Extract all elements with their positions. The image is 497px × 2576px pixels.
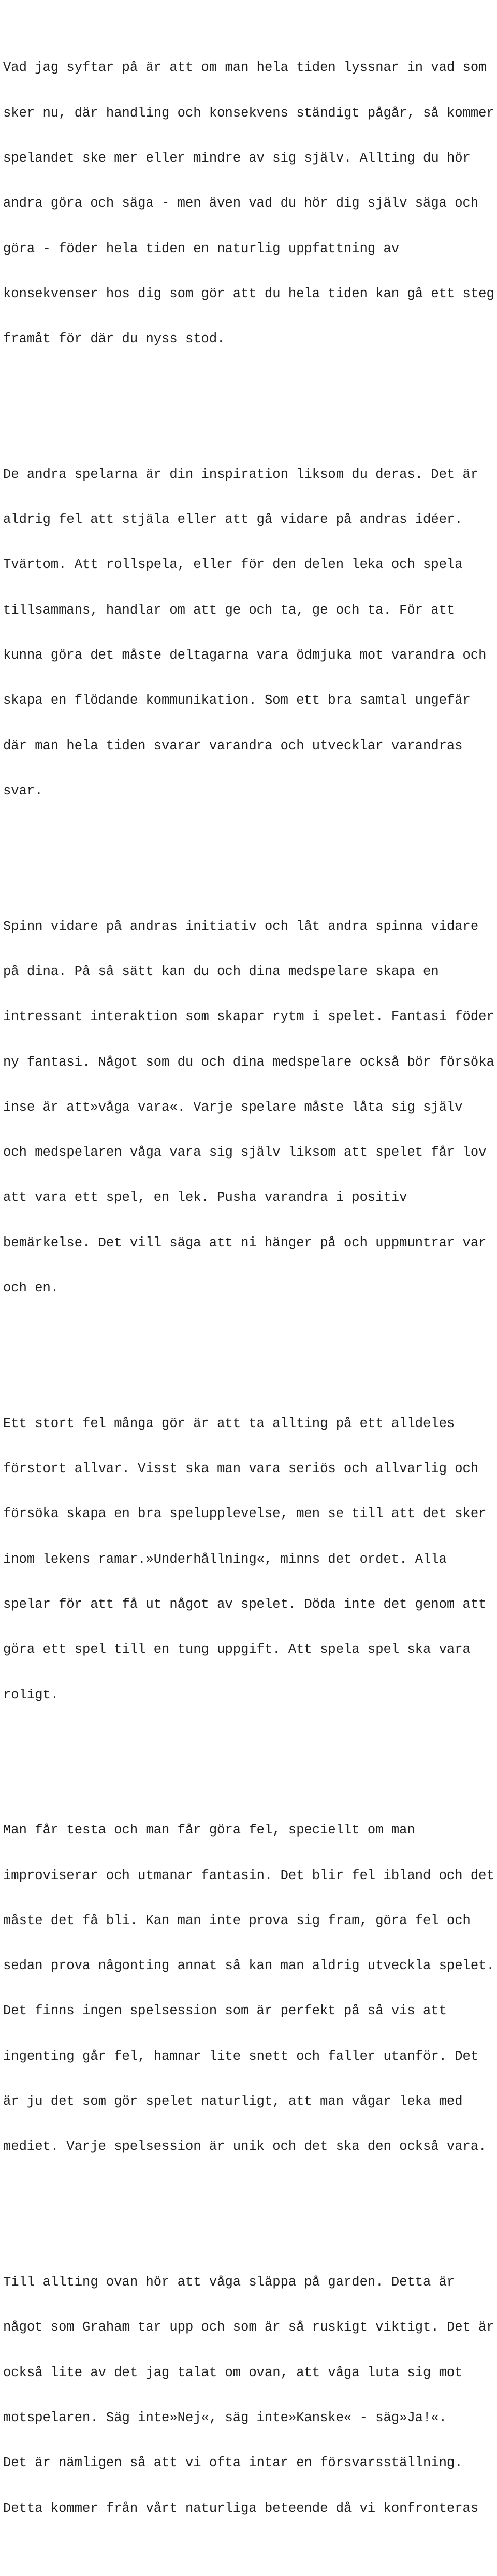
text-line: ny fantasi. Något som du och dina medspelare också bör försöka: [3, 1054, 494, 1070]
text-line: på dina. På så sätt kan du och dina medspelare skapa en: [3, 964, 439, 979]
text-line: Det finns ingen spelsession som är perfekt på så vis att: [3, 2003, 447, 2019]
paragraph-2: [3, 437, 497, 828]
paragraph-1: [3, 30, 497, 376]
text-line: förstort allvar. Visst ska man vara seriös och allvarlig och: [3, 1461, 479, 1477]
text-line: spelar för att få ut något av spelet. Döda inte det genom att: [3, 1596, 487, 1612]
text-line: framåt för där du nyss stod.: [3, 331, 225, 347]
text-line: också lite av det jag talat om ovan, att våga luta sig mot: [3, 2365, 463, 2380]
text-line: inom lekens ramar.»Underhållning«, minns det ordet. Alla: [3, 1551, 447, 1567]
text-line: försöka skapa en bra spelupplevelse, men se till att det sker: [3, 1506, 487, 1522]
text-line: ingenting går fel, hamnar lite snett och faller utanför. Det: [3, 2048, 479, 2064]
text-line: De andra spelarna är din inspiration liksom du deras. Det är: [3, 467, 479, 482]
text-line: och medspelaren våga vara sig själv liksom att spelet får lov: [3, 1145, 487, 1160]
text-line: andra göra och säga - men även vad du hör dig själv säga och: [3, 196, 479, 211]
text-line: inse är att»våga vara«. Varje spelare måste låta sig själv: [3, 1099, 463, 1115]
text-line: Till allting ovan hör att våga släppa på garden. Detta är: [3, 2275, 455, 2290]
text-line: där man hela tiden svarar varandra och utvecklar varandras: [3, 738, 463, 753]
text-line: Spinn vidare på andras initiativ och låt andra spinna vidare: [3, 919, 479, 934]
text-line: Det är nämligen så att vi ofta intar en försvarsställning.: [3, 2455, 463, 2471]
text-line: måste det få bli. Kan man inte prova sig fram, göra fel och: [3, 1913, 471, 1928]
paragraph-5: [3, 1793, 497, 2184]
text-line: sker nu, där handling och konsekvens ständigt pågår, så kommer: [3, 105, 494, 121]
text-line: och en.: [3, 1280, 59, 1296]
text-line: improviserar och utmanar fantasin. Det blir fel ibland och det: [3, 1868, 494, 1883]
text-line: roligt.: [3, 1687, 59, 1702]
text-line: svar.: [3, 783, 43, 798]
text-line: kunna göra det måste deltagarna vara ödmjuka mot varandra och: [3, 648, 487, 663]
text-line: Detta kommer från vårt naturliga beteende då vi konfronteras: [3, 2500, 479, 2516]
text-line: skapa en flödande kommunikation. Som ett bra samtal ungefär: [3, 693, 471, 708]
text-line: göra ett spel till en tung uppgift. Att spela spel ska vara: [3, 1642, 471, 1657]
text-line: göra - föder hela tiden en naturlig uppfattning av: [3, 241, 400, 256]
document-page: [3, 0, 497, 2576]
paragraph-6: [3, 2245, 497, 2546]
text-line: Vad jag syftar på är att om man hela tiden lyssnar in vad som: [3, 60, 487, 76]
text-line: Ett stort fel många gör är att ta allting på ett alldeles: [3, 1416, 455, 1431]
text-line: tillsammans, handlar om att ge och ta, ge och ta. För att: [3, 602, 455, 618]
text-line: motspelaren. Säg inte»Nej«, säg inte»Kanske« - säg»Ja!«.: [3, 2410, 447, 2425]
text-line: sedan prova någonting annat så kan man aldrig utveckla spelet.: [3, 1958, 494, 1974]
paragraph-4: [3, 1386, 497, 1733]
text-line: aldrig fel att stjäla eller att gå vidare på andras idéer.: [3, 512, 463, 528]
text-line: att vara ett spel, en lek. Pusha varandra i positiv: [3, 1190, 407, 1205]
text-line: konsekvenser hos dig som gör att du hela tiden kan gå ett steg: [3, 286, 494, 301]
text-line: Man får testa och man får göra fel, speciellt om man: [3, 1823, 415, 1838]
text-line: något som Graham tar upp och som är så ruskigt viktigt. Det är: [3, 2320, 494, 2335]
text-line: är ju det som gör spelet naturligt, att man vågar leka med: [3, 2094, 463, 2109]
text-line: mediet. Varje spelsession är unik och det ska den också vara.: [3, 2139, 487, 2155]
paragraph-3: [3, 889, 497, 1326]
text-line: bemärkelse. Det vill säga att ni hänger på och uppmuntrar var: [3, 1235, 487, 1250]
text-line: spelandet ske mer eller mindre av sig själv. Allting du hör: [3, 150, 471, 166]
text-line: Tvärtom. Att rollspela, eller för den delen leka och spela: [3, 557, 463, 573]
text-line: intressant interaktion som skapar rytm i spelet. Fantasi föder: [3, 1009, 494, 1025]
